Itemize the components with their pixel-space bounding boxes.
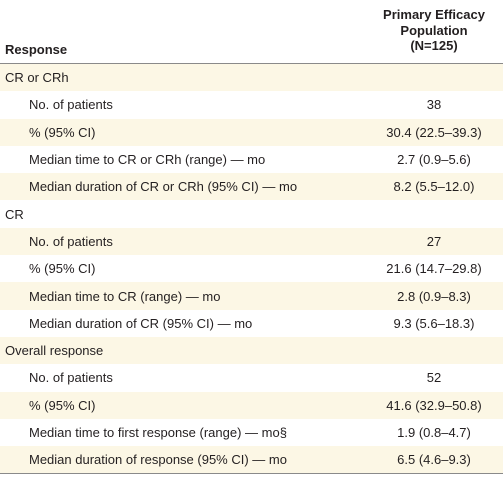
row-value: 41.6 (32.9–50.8) (386, 397, 482, 413)
row-value: 30.4 (22.5–39.3) (386, 124, 482, 140)
table-row (0, 91, 503, 118)
table-row (0, 119, 503, 146)
row-value: 21.6 (14.7–29.8) (386, 261, 482, 277)
row-label: CR (5, 206, 24, 222)
header-population-column (365, 0, 503, 63)
row-label: Median duration of CR (95% CI) — mo (29, 315, 253, 331)
row-label: Median time to CR or CRh (range) — mo (29, 152, 266, 168)
table-header (0, 0, 503, 64)
section-row-overall-response (0, 337, 503, 364)
header-response-label: Response (5, 42, 68, 57)
table-row (0, 364, 503, 391)
section-row-cr-or-crh (0, 64, 503, 91)
table-row (0, 392, 503, 419)
table-row (0, 228, 503, 255)
row-label: No. of patients (29, 370, 113, 386)
row-value: 27 (426, 233, 442, 249)
row-value: 52 (426, 370, 442, 386)
table-row (0, 255, 503, 282)
row-label: Median duration of response (95% CI) — mo (29, 452, 287, 468)
row-value: 9.3 (5.6–18.3) (393, 315, 475, 331)
table-row (0, 282, 503, 309)
table-row (0, 173, 503, 200)
row-value: 8.2 (5.5–12.0) (393, 179, 475, 195)
row-value: 38 (426, 97, 442, 113)
row-label: % (95% CI) (29, 397, 96, 413)
header-column-line2: Population (400, 22, 468, 38)
row-label: % (95% CI) (29, 124, 96, 140)
row-label: No. of patients (29, 97, 113, 113)
row-label: % (95% CI) (29, 261, 96, 277)
header-column-line1: Primary Efficacy (383, 7, 485, 22)
table-row (0, 446, 503, 474)
row-label: Median time to first response (range) — mo§ (29, 425, 287, 440)
table-row (0, 146, 503, 173)
table-row (0, 310, 503, 337)
header-column-line3: (N=125) (410, 38, 458, 53)
row-value: 2.8 (0.9–8.3) (397, 288, 471, 304)
table-row (0, 419, 503, 446)
row-label: Median time to CR (range) — mo (29, 288, 221, 304)
row-value: 1.9 (0.8–4.7) (397, 425, 471, 440)
section-row-cr (0, 200, 503, 227)
row-label: No. of patients (29, 233, 113, 249)
row-value: 6.5 (4.6–9.3) (397, 452, 471, 468)
row-label: CR or CRh (5, 70, 69, 86)
row-label: Overall response (5, 343, 104, 359)
row-value: 2.7 (0.9–5.6) (397, 152, 471, 168)
row-label: Median duration of CR or CRh (95% CI) — mo (29, 179, 298, 195)
